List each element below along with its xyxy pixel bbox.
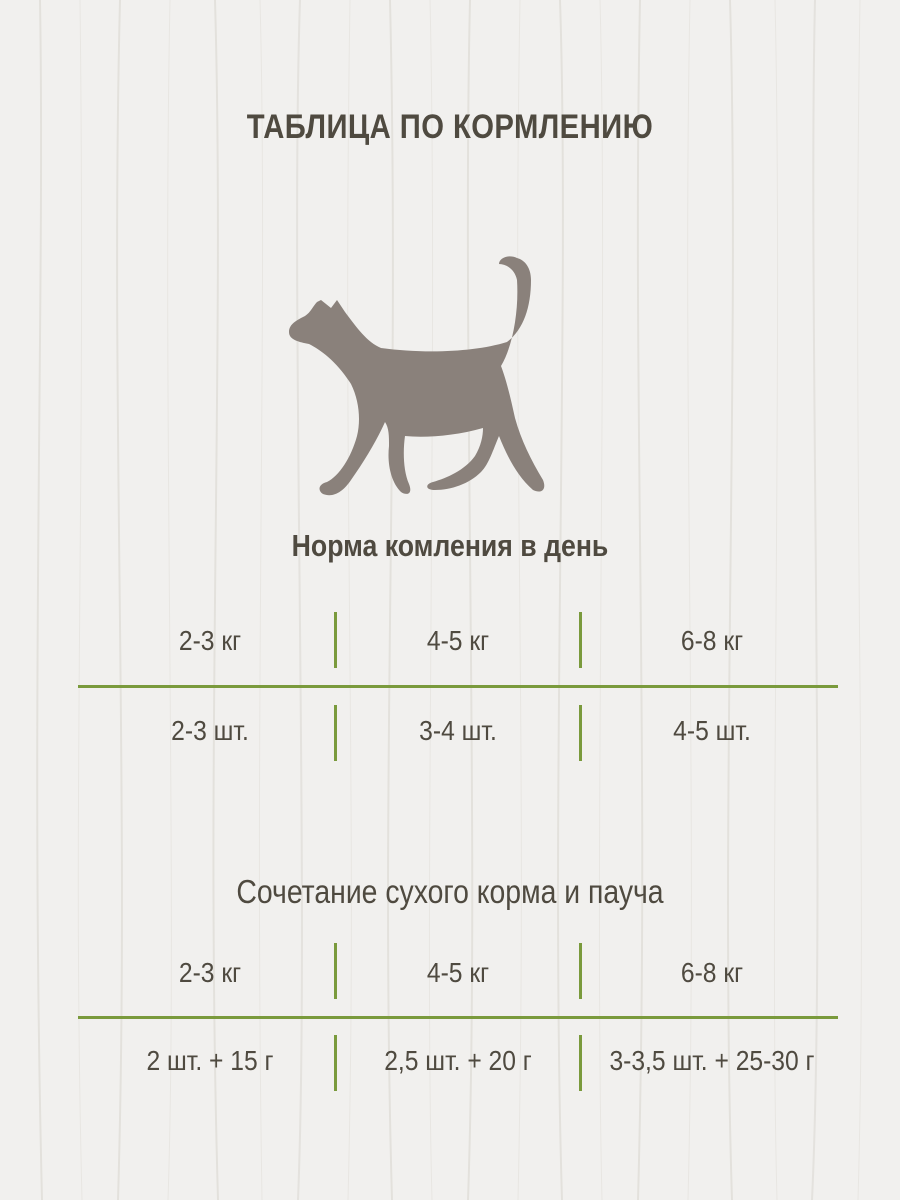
section1-weight-cell: 2-3 кг xyxy=(178,625,242,656)
section1-heading: Норма комления в день xyxy=(291,528,609,563)
section2-weight-cell: 6-8 кг xyxy=(680,957,744,988)
column-divider xyxy=(334,705,337,761)
section1-amount-cell: 2-3 шт. xyxy=(171,715,249,746)
section1-weight-cell: 6-8 кг xyxy=(680,625,744,656)
column-divider xyxy=(579,612,582,668)
section1-amount-cell: 3-4 шт. xyxy=(419,715,497,746)
row-divider xyxy=(78,1016,838,1019)
column-divider xyxy=(334,1035,337,1091)
section2-amount-cell: 3-3,5 шт. + 25-30 г xyxy=(609,1045,815,1076)
section2-weight-cell: 2-3 кг xyxy=(178,957,242,988)
section1-weight-cell: 4-5 кг xyxy=(426,625,490,656)
column-divider xyxy=(579,943,582,999)
column-divider xyxy=(334,943,337,999)
section2-amount-cell: 2 шт. + 15 г xyxy=(146,1045,274,1076)
column-divider xyxy=(579,1035,582,1091)
row-divider xyxy=(78,685,838,688)
cat-silhouette-icon xyxy=(285,250,555,500)
section1-amount-cell: 4-5 шт. xyxy=(673,715,751,746)
section2-weight-cell: 4-5 кг xyxy=(426,957,490,988)
section2-heading: Сочетание сухого корма и пауча xyxy=(236,873,664,910)
column-divider xyxy=(334,612,337,668)
page-title: ТАБЛИЦА ПО КОРМЛЕНИЮ xyxy=(246,108,654,146)
column-divider xyxy=(579,705,582,761)
section2-amount-cell: 2,5 шт. + 20 г xyxy=(384,1045,532,1076)
